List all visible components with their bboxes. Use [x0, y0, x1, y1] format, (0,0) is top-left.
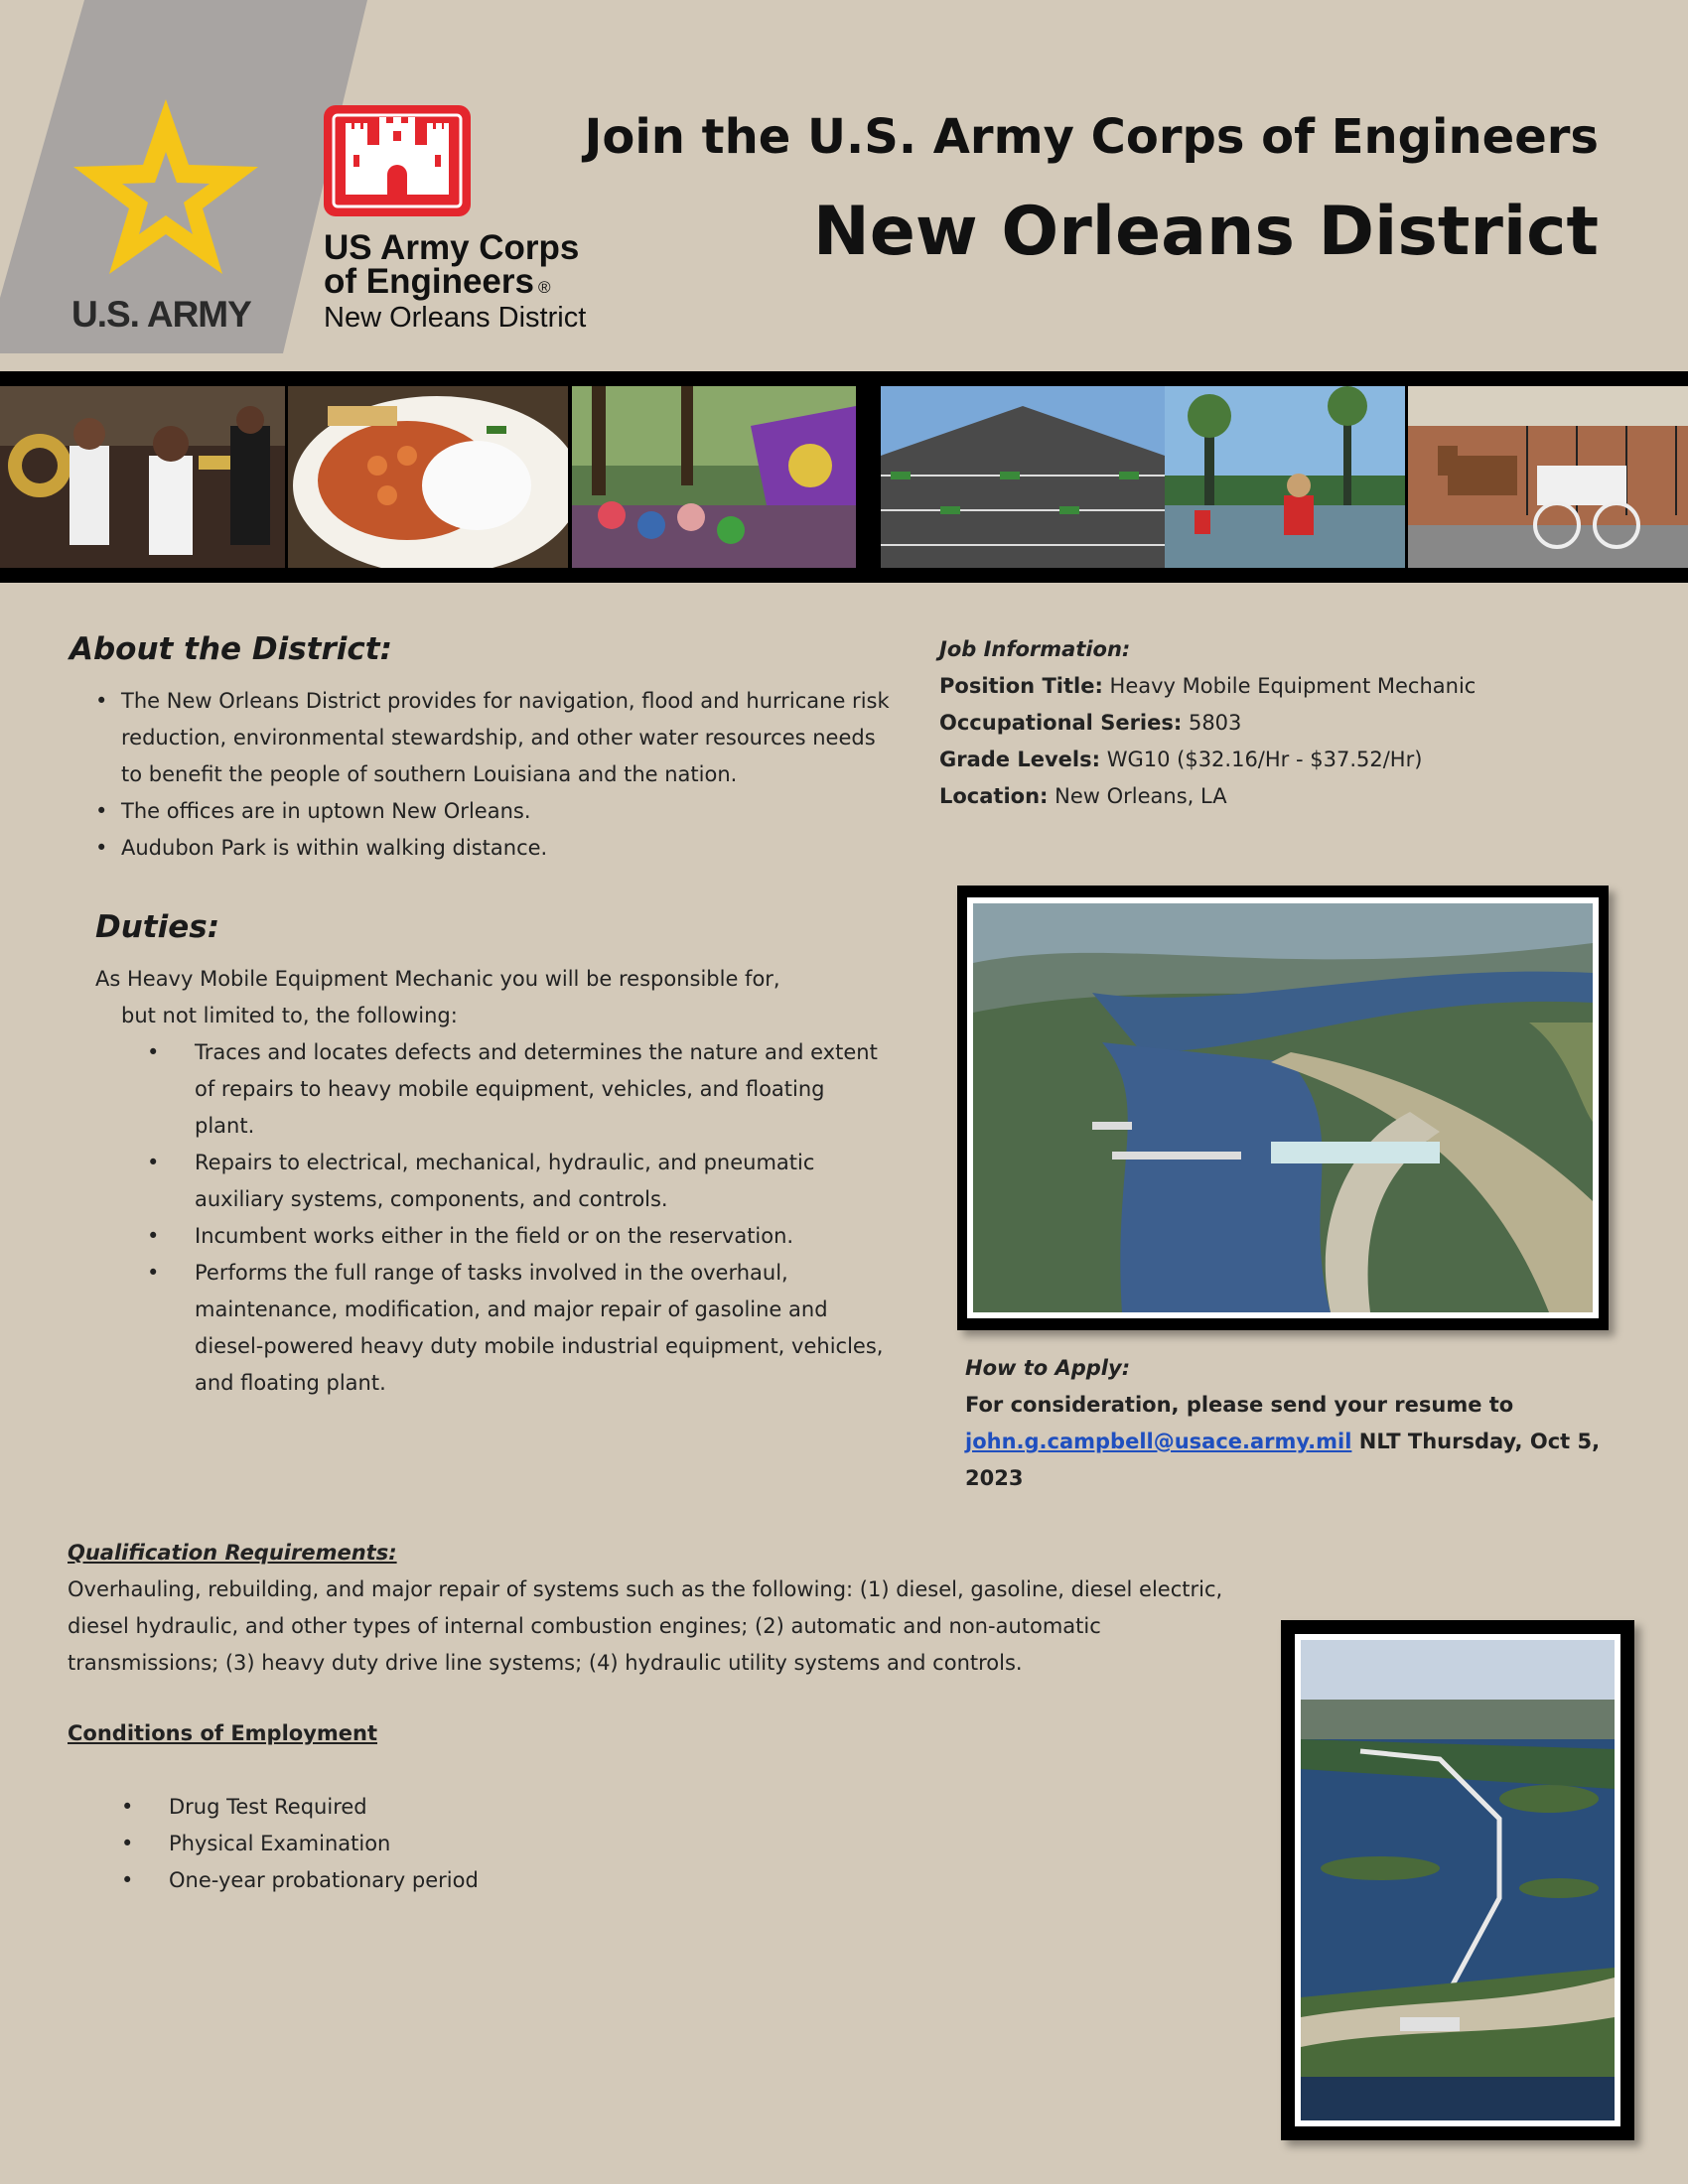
duty-bullet: • Performs the full range of tasks involved in the overhaul, maintenance, modification, and major repair of gasoline and diesel-powered heavy duty mobile industrial equipment, vehicles, and floating plant.: [195, 1255, 890, 1402]
job-grade-value: WG10 ($32.16/Hr - $37.52/Hr): [1106, 748, 1423, 771]
crawfish-etouffee-photo: [288, 386, 568, 568]
duty-bullet: • Incumbent works either in the field or on the reservation.: [195, 1218, 890, 1255]
usace-castle-logo: [324, 105, 471, 216]
conditions-heading: Conditions of Employment: [68, 1721, 378, 1745]
about-bullet: • Audubon Park is within walking distance.: [121, 830, 896, 867]
registered-mark: ®: [537, 278, 551, 297]
usace-district-name: New Orleans District: [324, 302, 587, 334]
job-grade-label: Grade Levels:: [939, 748, 1101, 771]
qualifications-heading: Qualification Requirements:: [68, 1541, 397, 1565]
apply-instructions: For consideration, please send your resume to: [965, 1393, 1514, 1417]
job-info-block: [939, 631, 1615, 815]
condition-bullet: • Physical Examination: [169, 1826, 765, 1862]
swamp-kayak-photo: [1165, 386, 1405, 568]
job-position-label: Position Title:: [939, 674, 1103, 698]
job-position-row: [939, 668, 1615, 705]
page-title-line2: New Orleans District: [812, 193, 1599, 271]
condition-bullet: • Drug Test Required: [169, 1789, 765, 1826]
duties-list: [195, 1034, 890, 1402]
job-location-value: New Orleans, LA: [1055, 784, 1227, 808]
about-bullet: • The offices are in uptown New Orleans.: [121, 793, 896, 830]
about-bullet: • The New Orleans District provides for navigation, flood and hurricane risk reduction, environmental stewardship, and other water resources needs to benefit the people of southern Louisiana and the nation.: [121, 683, 896, 793]
apply-deadline: NLT Thursday, Oct 5, 2023: [965, 1430, 1601, 1490]
job-location-row: [939, 778, 1615, 815]
army-star-icon: [71, 97, 260, 276]
aerial-barrier-photo-frame: [1281, 1620, 1634, 2140]
qualifications-text: Overhauling, rebuilding, and major repair of systems such as the following: (1) diesel, gasoline, diesel electric, diesel hydraulic, and other types of internal combustion engines; (2) automatic and non-automatic transmissions; (3) heavy duty drive line systems; (4) hydraulic utility systems and controls.: [68, 1577, 1223, 1675]
job-series-row: [939, 705, 1615, 742]
job-series-value: 5803: [1188, 711, 1242, 735]
job-info-heading: Job Information:: [939, 637, 1131, 661]
conditions-list: [169, 1789, 765, 1899]
apply-block: [965, 1350, 1620, 1497]
qualifications-block: [68, 1535, 1239, 1682]
page-title-line1: Join the U.S. Army Corps of Engineers: [584, 109, 1599, 165]
apply-heading: How to Apply:: [965, 1356, 1131, 1380]
about-heading: About the District:: [70, 631, 393, 667]
apply-email-link[interactable]: john.g.campbell@usace.army.mil: [965, 1430, 1352, 1453]
job-position-value: Heavy Mobile Equipment Mechanic: [1109, 674, 1477, 698]
castle-icon: [324, 105, 471, 216]
job-location-label: Location:: [939, 784, 1049, 808]
duty-bullet: • Repairs to electrical, mechanical, hydraulic, and pneumatic auxiliary systems, components, and controls.: [195, 1145, 890, 1218]
duties-intro-line2: but not limited to, the following:: [121, 1004, 458, 1027]
army-wordmark: U.S. ARMY: [71, 294, 251, 335]
duty-bullet: • Traces and locates defects and determines the nature and extent of repairs to heavy mobile equipment, vehicles, and floating plant.: [195, 1034, 890, 1145]
about-list: [121, 683, 896, 867]
usace-wordmark-line2-text: of Engineers: [324, 262, 534, 301]
apply-contact-row: [965, 1424, 1620, 1497]
condition-bullet: • One-year probationary period: [169, 1862, 765, 1899]
job-series-label: Occupational Series:: [939, 711, 1183, 735]
french-quarter-balcony-photo: [881, 386, 1165, 568]
jazz-band-photo: [0, 386, 285, 568]
aerial-canal-photo-frame: [957, 886, 1609, 1330]
duties-heading: Duties:: [95, 909, 220, 945]
usace-wordmark-line1: US Army Corps: [324, 228, 580, 267]
aerial-canal-floodgate-photo: [967, 897, 1599, 1318]
mardi-gras-parade-photo: [572, 386, 856, 568]
aerial-surge-barrier-photo: [1295, 1634, 1620, 2126]
photo-strip: [0, 371, 1688, 583]
duties-intro-line1: As Heavy Mobile Equipment Mechanic you will be responsible for,: [95, 967, 780, 991]
horse-carriage-photo: [1408, 386, 1688, 568]
usace-wordmark-line2: [324, 264, 551, 306]
job-grade-row: [939, 742, 1615, 778]
